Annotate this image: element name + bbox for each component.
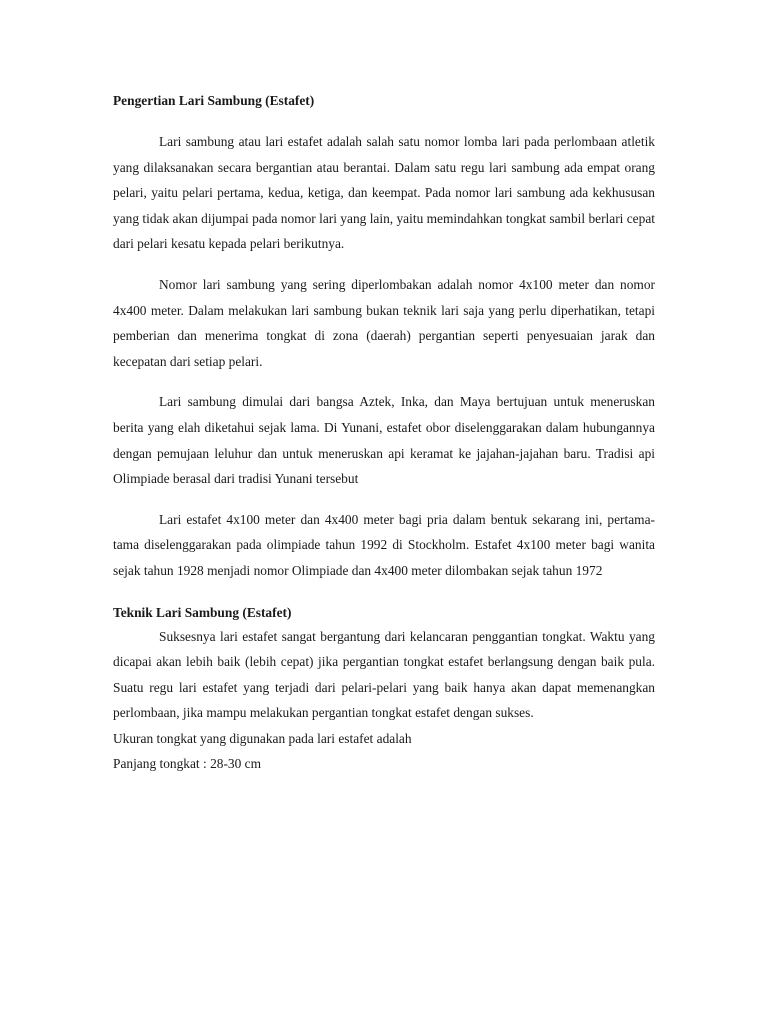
section-heading: Pengertian Lari Sambung (Estafet) <box>113 93 315 108</box>
section-pengertian <box>113 90 655 584</box>
paragraph: Suksesnya lari estafet sangat bergantung dari kelancaran penggantian tongkat. Waktu yang dicapai akan lebih baik (lebih cepat) jika pergantian tongkat estafet berlangsung dengan baik pula. Suatu regu lari estafet yang terjadi dari pelari-pelari yang baik hanya akan dapat memenangkan perlombaan, jika mampu melakukan pergantian tongkat estafet dengan sukses. <box>113 628 655 721</box>
text-line: Ukuran tongkat yang digunakan pada lari estafet adalah <box>113 730 412 746</box>
paragraph: Lari sambung dimulai dari bangsa Aztek, Inka, dan Maya bertujuan untuk meneruskan berita yang elah diketahui sejak lama. Di Yunani, estafet obor diselenggarakan dalam hubungannya dengan pemujaan leluhur dan untuk meneruskan api keramat ke jajahan-jajahan baru. Tradisi api Olimpiade berasal dari tradisi Yunani tersebut <box>113 394 655 487</box>
text-line: Panjang tongkat : 28-30 cm <box>113 756 262 772</box>
paragraph: Nomor lari sambung yang sering diperlombakan adalah nomor 4x100 meter dan nomor 4x400 meter. Dalam melakukan lari sambung bukan teknik lari saja yang perlu diperhatikan, tetapi pemberian dan menerima tongkat di zona (daerah) pergantian seperti penyesuaian jarak dan kecepatan dari setiap pelari. <box>113 276 655 369</box>
section-teknik <box>113 602 655 778</box>
paragraph: Lari sambung atau lari estafet adalah salah satu nomor lomba lari pada perlombaan atletik yang dilaksanakan secara bergantian atau berantai. Dalam satu regu lari sambung ada empat orang pelari, yaitu pelari pertama, kedua, ketiga, dan keempat. Pada nomor lari sambung ada kekhususan yang tidak akan dijumpai pada nomor lari yang lain, yaitu memindahkan tongkat sambil berlari cepat dari pelari kesatu kepada pelari berikutnya. <box>113 134 655 252</box>
document-body <box>113 90 655 777</box>
section-heading: Teknik Lari Sambung (Estafet) <box>113 604 292 620</box>
paragraph: Lari estafet 4x100 meter dan 4x400 meter bagi pria dalam bentuk sekarang ini, pertama-tama diselenggarakan pada olimpiade tahun 1992 di Stockholm. Estafet 4x100 meter bagi wanita sejak tahun 1928 menjadi nomor Olimpiade dan 4x400 meter dilombakan sejak tahun 1972 <box>113 511 655 578</box>
